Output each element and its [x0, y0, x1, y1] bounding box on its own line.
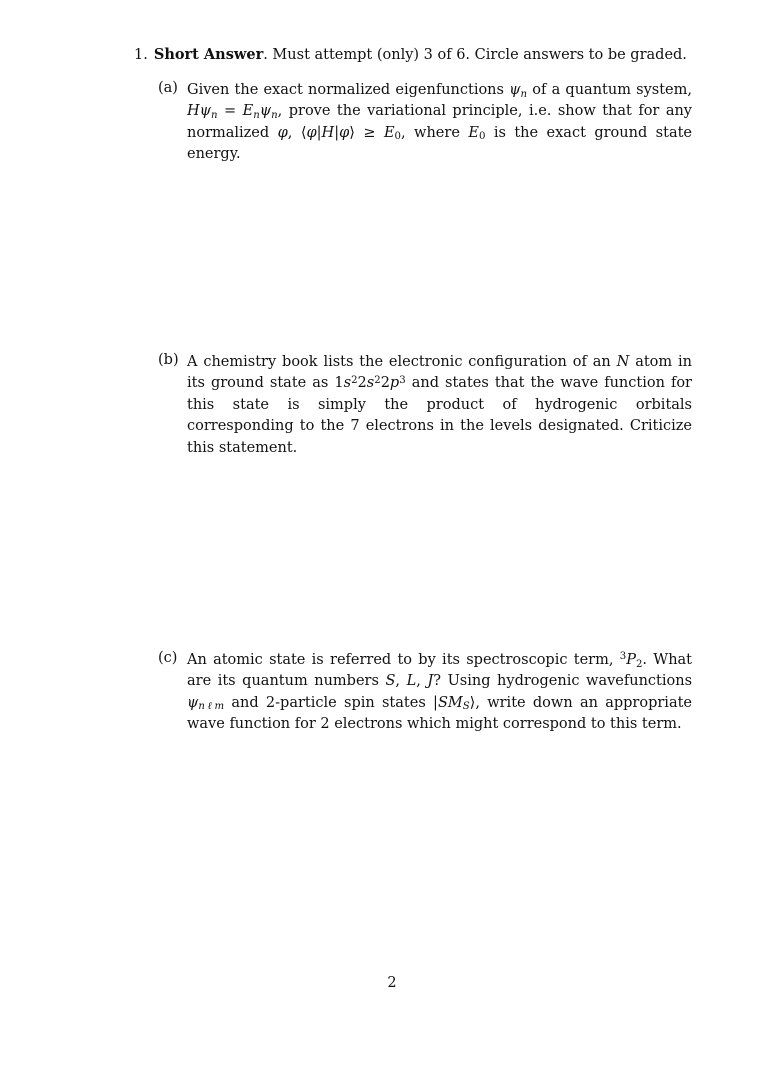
- page-number: 2: [387, 975, 397, 991]
- question-number: 1.: [134, 47, 148, 63]
- part-c-label: (c): [158, 650, 178, 666]
- question-heading: [134, 45, 694, 65]
- part-a: [158, 80, 692, 166]
- question-title: Short Answer: [153, 46, 264, 63]
- part-b: [158, 352, 692, 459]
- part-c: [158, 650, 692, 736]
- part-b-label: (b): [158, 352, 179, 368]
- part-a-text: Given the exact normalized eigenfunctions $\psi_n$ of a quantum system, $H\psi_n = E_n\psi_n$, prove the variational principle, i.e. show that for any normalized φ, ⟨φ|H|φ⟩ ≥ $E_0$, where $E_0$ is the exact ground state energy.: [187, 82, 693, 163]
- part-c-text: An atomic state is referred to by its spectroscopic term, $^3P_2$. What are its quantum numbers S, L, J? Using hydrogenic wavefunctions $\psi_{n\ell m}$ and 2-particle spin states $|SM_S⟩$, write down an appropriate wave function for 2 electrons which might correspond to this term.: [187, 651, 693, 733]
- question-instructions: . Must attempt (only) 3 of 6. Circle answers to be graded.: [263, 47, 687, 63]
- part-b-text: A chemistry book lists the electronic configuration of an N atom in its ground state as $1s^22s^22p^3$ and states that the wave function for this state is simply the product of hydrogenic orbitals corresponding to the 7 electrons in the levels designated. Criticize this statement.: [187, 354, 692, 456]
- part-a-label: (a): [158, 80, 178, 96]
